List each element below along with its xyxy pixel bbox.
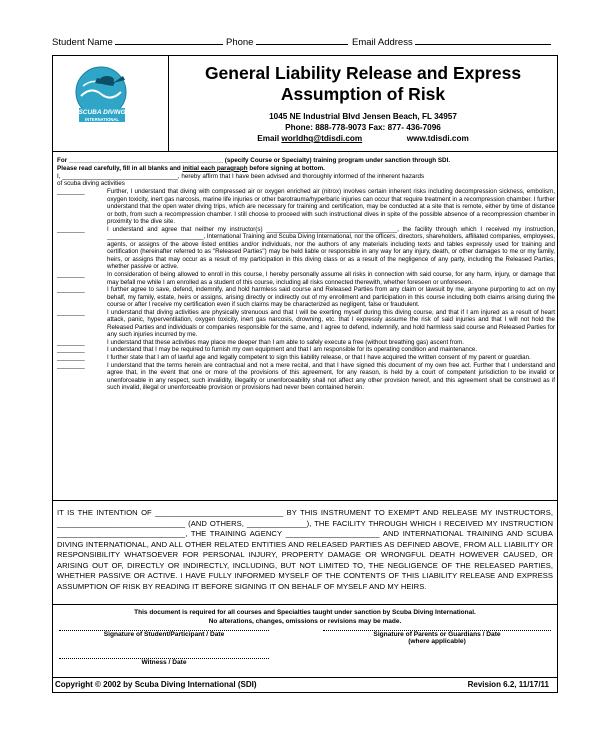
clause-8 xyxy=(57,354,555,362)
revision: Revision 6.2, 11/17/11 xyxy=(467,680,549,689)
affirm-pre: I, xyxy=(57,172,61,180)
divider xyxy=(53,677,557,678)
clause-text: Further, I understand that diving with compressed air or oxygen enriched air (nitrox) involves certain inherent risks including decompression sickness, embolism, oxygen toxicity, inert gas narcosis, marine life injuries or other barotrauma/hyperbaric injuries can occur that require treatment in a recompression chamber. I further understand that the open water diving trips, which are necessary for training and certification, may be conducted at a site that is remote, either by time of distance or both, from such a recompression chamber. I still choose to proceed with such instructional dives in spite of the possible absence of a recompression chamber in proximity to the dive site. xyxy=(107,188,555,226)
divider xyxy=(53,500,557,501)
initial-blank[interactable]: ________ xyxy=(57,225,85,233)
logo-text-line1: SCUBA DIVING xyxy=(78,109,126,116)
for-line xyxy=(57,157,555,165)
page-title-line1: General Liability Release and Express xyxy=(204,63,522,83)
email-prefix: Email xyxy=(257,134,280,143)
clause-5 xyxy=(57,309,555,339)
logo-text-line2: INTERNATIONAL xyxy=(85,117,119,122)
header-title-cell xyxy=(169,56,557,151)
address: 1045 NE Industrial Blvd Jensen Beach, FL 34957 xyxy=(269,112,457,121)
course-blank[interactable]: ____________________________________________ xyxy=(68,157,223,164)
initial-blank[interactable]: ________ xyxy=(57,271,85,279)
initial-blank[interactable]: ________ xyxy=(57,354,85,362)
for-rest: (specify Course or Specialty) training program under sanction through SDI. xyxy=(224,157,451,164)
clause-text: I further state that I am of lawful age and legally competent to sign this liability release, or that I have acquired the written consent of my parent or guardian. xyxy=(107,354,531,362)
clause-text: In consideration of being allowed to enroll in this course, I hereby personally assume all risks in connection with said course, for any harm, injury, or damage that may befall me while I am enrolled as a student of this course, including all risks connected therewith, whether foreseen or unforeseen. xyxy=(107,271,555,286)
witness-label: Witness / Date xyxy=(141,659,187,666)
affirm-end: of scuba diving activities xyxy=(57,180,125,188)
phone-fax: Phone: 888-778-9073 Fax: 877- 436-7096 xyxy=(285,123,441,132)
read-carefully-line xyxy=(57,165,555,173)
clause-text: I understand that the terms herein are contractual and not a mere recital, and that I have signed this document of my own free act. Further that I understand and agree that, in the event that one or more of the provisions of this agreement, for any reason, is held by a court of competent jurisdiction to be invalid or unenforceable in any respect, such invalidity, illegality or unenforceability shall not affect any other provision hereof, and this agreement shall be construed as if such invalid, illegal or unenforceable provision or provisions had never been contained herein. xyxy=(107,361,555,392)
clause-3 xyxy=(57,271,555,286)
student-name-label: Student Name xyxy=(52,37,113,48)
intention-statement: IT IS THE INTENTION OF ______________________________ BY THIS INSTRUMENT TO EXEMPT AND RELEASE MY INSTRUCTORS, ______________________________ (AND OTHERS, ______________), THE FACILITY THROUGH WHICH I RECEIVED MY INSTRUCTION ______________________________, THE TRAINING AGENCY ______________________ AND INTERNATIONAL TRAINING AND SCUBA DIVING INTERNATIONAL, AND ALL OTHER RELATED ENTITIES AND RELEASED PARTIES AS DEFINED ABOVE, FROM ALL LIABILITY OR RESPONSIBILITY WHATSOEVER FOR PERSONAL INJURY, PROPERTY DAMAGE OR WRONGFUL DEATH HOWEVER CAUSED, OR ARISING OUT OF, DIRECTLY OR INDIRECTLY, INCLUDING, BUT NOT LIMITED TO, THE NEGLIGENCE OF THE RELEASED PARTIES, WHETHER PASSIVE OR ACTIVE. I HAVE FULLY INFORMED MYSELF OF THE CONTENTS OF THIS LIABILITY RELEASE AND EXPRESS ASSUMPTION OF RISK BY READING IT BEFORE SIGNING IT ON BEHALF OF MYSELF AND MY HEIRS. xyxy=(57,508,553,591)
parent-signature[interactable] xyxy=(323,630,551,645)
intro-section xyxy=(57,157,555,188)
initial-blank[interactable]: ________ xyxy=(57,338,85,346)
logo-cell xyxy=(53,56,169,151)
email-line[interactable] xyxy=(415,36,551,45)
initial-blank[interactable]: ________ xyxy=(57,346,85,354)
phone-label: Phone xyxy=(226,37,254,48)
initial-blank[interactable]: ________ xyxy=(57,361,85,369)
email-label: Email Address xyxy=(352,37,413,48)
initial-blank[interactable]: ________ xyxy=(57,286,85,294)
required-note: This document is required for all courses and Specialties taught under sanction by Scuba Diving International. xyxy=(134,609,476,616)
affirm-line xyxy=(57,173,555,181)
student-name-field[interactable] xyxy=(52,36,223,48)
clause-4 xyxy=(57,286,555,309)
page-title-line2: Assumption of Risk xyxy=(280,84,446,104)
for-label: For xyxy=(57,157,68,164)
parent-signature-label: Signature of Parents or Guardians / Date xyxy=(373,631,501,638)
clause-2 xyxy=(57,226,555,271)
website: www.tdisdi.com xyxy=(406,134,469,143)
phone-line[interactable] xyxy=(256,36,348,45)
footer-notes xyxy=(53,608,557,626)
phone-field[interactable] xyxy=(226,36,348,48)
clause-text: I understand that I may be required to furnish my own equipment and that I am responsible for its operating condition and maintenance. xyxy=(107,346,478,354)
contact-line xyxy=(169,134,557,143)
name-blank[interactable]: _________________________________ xyxy=(62,172,178,180)
read-pre: Please read carefully, fill in all blanks and xyxy=(57,164,183,172)
read-underline: initial each paragraph xyxy=(182,164,248,172)
clause-1 xyxy=(57,188,555,226)
clause-9 xyxy=(57,362,555,392)
copyright: Copyright © 2002 by Scuba Diving International (SDI) xyxy=(55,680,257,689)
divider xyxy=(53,151,557,152)
release-form xyxy=(52,55,558,693)
initial-blank[interactable]: ________ xyxy=(57,308,85,316)
clause-6 xyxy=(57,339,555,347)
email-link[interactable]: worldhq@tdisdi.com xyxy=(281,134,363,143)
divider xyxy=(53,604,557,605)
witness-signature[interactable] xyxy=(59,658,269,666)
student-signature-label: Signature of Student/Participant / Date xyxy=(103,631,225,638)
clause-text: I further agree to save, defend, indemnify, and hold harmless said course and Released Parties from any claim or lawsuit by me, anyone purporting to act on my behalf, my family, estate, heirs or assigns, arising directly or indirectly out of my enrollment and participation in this course including both claims arising during the course or after I receive my certification even if such claims may be characterized as negligent, false or fraudulent. xyxy=(107,286,555,309)
student-name-line[interactable] xyxy=(115,36,223,45)
read-post: before signing at bottom. xyxy=(247,164,325,172)
sdi-logo xyxy=(53,56,165,148)
email-field[interactable] xyxy=(352,36,551,48)
clause-7 xyxy=(57,346,555,354)
affirm-rest: , hereby affirm that I have been advised and thoroughly informed of the inherent hazards xyxy=(177,172,425,180)
clause-text: I understand and agree that neither my instructor(s) ______________________________________, the facility through which I received my instruction, ____________________________, International Training and Scuba Diving International, nor the officers, directors, shareholders, affiliated companies, employees, agents, or assigns of the above listed entities and/or individuals, nor the authors of any materials including texts and tables expressly used for training and certification (hereinafter referred to as "Released Parties") may be held liable or responsible in any way for any injury, death, or other damages to me or my family, heirs, or assigns that may occur as a result of my participation in this diving class or as a result of the negligence of any party, including the Released Parties, whether passive or active. xyxy=(107,225,555,271)
clause-text: I understand that these activities may place me deeper than I am able to safely execute a free (without breathing gas) ascent from. xyxy=(107,338,465,346)
student-signature[interactable] xyxy=(59,630,269,638)
clause-text: I understand that diving activities are physically strenuous and that I will be exerting myself during this diving course, and that if I am injured as a result of heart attack, panic, hyperventilation, oxygen toxicity, inert gas narcosis, drowning, etc. that I expressly assume the risk of said injuries and that I will not hold the Released Parties and individuals or companies responsible for the same, and I agree to defend, indemnify, and hold harmless said course and Released Parties for any such injuries incurred by me. xyxy=(107,308,555,339)
initial-blank[interactable]: ________ xyxy=(57,188,85,195)
clauses-list xyxy=(57,188,555,392)
parent-signature-note: (where applicable) xyxy=(408,638,466,645)
alterations-note: No alterations, changes, omissions or revisions may be made. xyxy=(208,618,402,625)
